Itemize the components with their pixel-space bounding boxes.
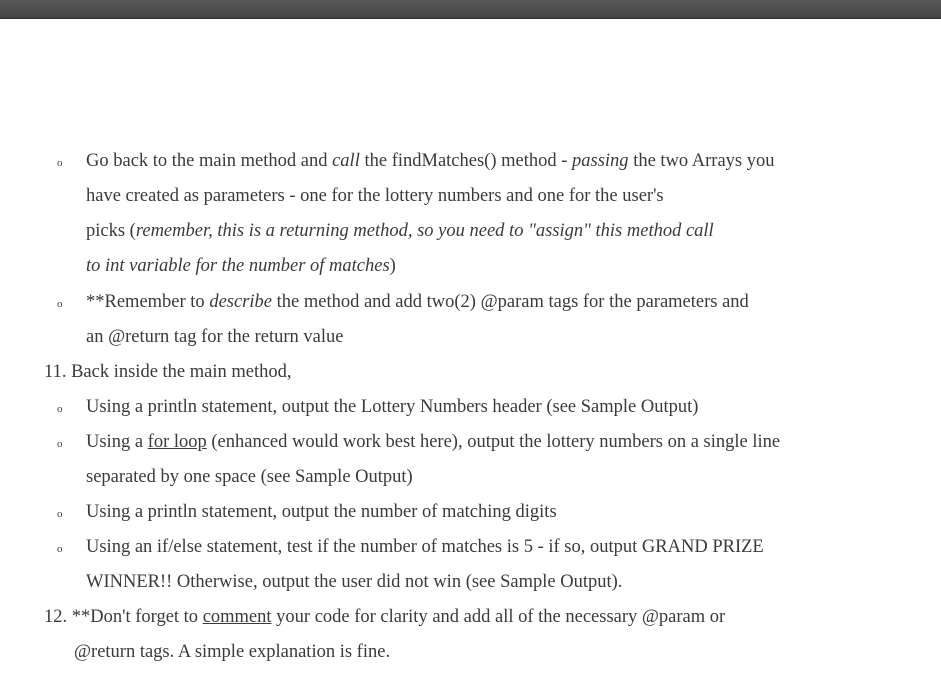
- item-a-line-2: have created as parameters - one for the lottery numbers and one for the user's: [86, 186, 664, 206]
- step-11: 11. Back inside the main method,: [44, 362, 292, 382]
- bullet-marker: o: [57, 508, 63, 520]
- item-b-line-2: an @return tag for the return value: [86, 327, 344, 347]
- for-loop-link[interactable]: for loop: [147, 432, 207, 452]
- step-12-line-2: @return tags. A simple explanation is fine.: [74, 642, 391, 662]
- comment-link[interactable]: comment: [202, 607, 272, 627]
- item-c-line-1: Using a println statement, output the Lottery Numbers header (see Sample Output): [86, 397, 699, 417]
- item-a-line-3: picks (remember, this is a returning method, so you need to "assign" this method call: [86, 221, 714, 241]
- bullet-marker: o: [57, 298, 63, 310]
- item-b-line-1: **Remember to describe the method and add two(2) @param tags for the parameters and: [86, 292, 749, 312]
- item-d-line-2: separated by one space (see Sample Output): [86, 467, 413, 487]
- item-e-line-1: Using a println statement, output the number of matching digits: [86, 502, 557, 522]
- bullet-marker: o: [57, 543, 63, 555]
- item-d-line-1: Using a for loop (enhanced would work best here), output the lottery numbers on a single line: [86, 432, 781, 452]
- bullet-marker: o: [57, 403, 63, 415]
- bullet-marker: o: [57, 157, 63, 169]
- step-number: 11.: [44, 362, 67, 382]
- step-number: 12.: [44, 607, 68, 627]
- bullet-marker: o: [57, 438, 63, 450]
- item-a-line-1: Go back to the main method and call the findMatches() method - passing the two Arrays you: [86, 151, 775, 171]
- item-f-line-1: Using an if/else statement, test if the number of matches is 5 - if so, output GRAND PRIZE: [86, 537, 764, 557]
- item-a-line-4: to int variable for the number of matches): [86, 256, 396, 276]
- step-12-line-1: 12. **Don't forget to comment your code for clarity and add all of the necessary @param or: [44, 607, 726, 627]
- item-f-line-2: WINNER!! Otherwise, output the user did not win (see Sample Output).: [86, 572, 623, 592]
